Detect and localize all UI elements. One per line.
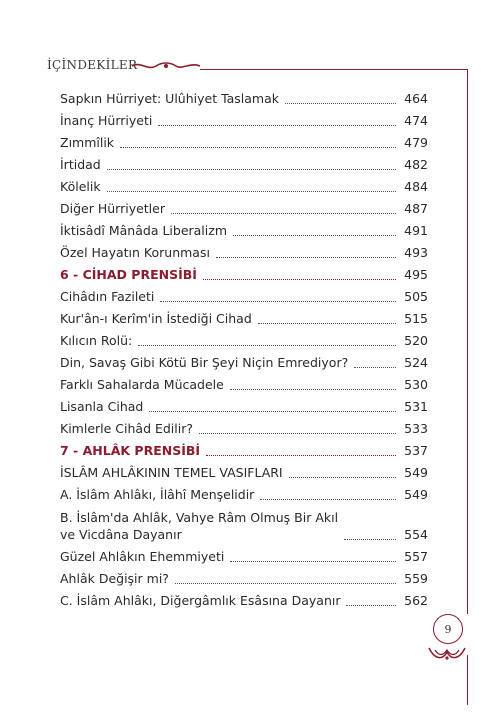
toc-entry[interactable]: Lisanla Cihad 531	[60, 399, 428, 414]
page-number: 9	[433, 614, 463, 644]
running-header: İÇİNDEKİLER	[47, 58, 138, 72]
leader-dots	[158, 125, 396, 126]
toc-entry[interactable]: Kimlerle Cihâd Edilir? 533	[60, 421, 428, 436]
toc-entry[interactable]: Zımmîlik 479	[60, 135, 428, 150]
leader-dots	[260, 499, 396, 500]
toc-entry[interactable]: A. İslâm Ahlâkı, İlâhî Menşelidir 549	[60, 487, 428, 502]
frame-top-border	[200, 69, 468, 70]
toc-entry[interactable]: Kur'ân-ı Kerîm'in İstediği Cihad 515	[60, 311, 428, 326]
leader-dots	[199, 433, 396, 434]
leader-dots	[107, 191, 396, 192]
toc-entry[interactable]: Ahlâk Değişir mi? 559	[60, 571, 428, 586]
toc-entry[interactable]: İnanç Hürriyeti 474	[60, 113, 428, 128]
toc-entry[interactable]: B. İslâm'da Ahlâk, Vahye Râm Olmuş Bir Akıl ve Vicdâna Dayanır 554	[60, 510, 428, 542]
leader-dots	[233, 235, 396, 236]
toc-entry-line: ve Vicdâna Dayanır	[60, 527, 182, 542]
leader-dots	[346, 605, 396, 606]
leader-dots	[230, 561, 396, 562]
leader-dots	[206, 455, 396, 456]
toc-entry[interactable]: Güzel Ahlâkın Ehemmiyeti 557	[60, 549, 428, 564]
leader-dots	[285, 103, 396, 104]
toc-entry-line: B. İslâm'da Ahlâk, Vahye Râm Olmuş Bir Akıl	[60, 510, 339, 525]
frame-right-border	[467, 69, 468, 614]
toc-entry[interactable]: İrtidad 482	[60, 157, 428, 172]
table-of-contents	[60, 88, 428, 612]
leader-dots	[289, 477, 396, 478]
leader-dots	[216, 257, 396, 258]
leader-dots	[160, 301, 396, 302]
leader-dots	[149, 411, 396, 412]
leader-dots	[203, 279, 396, 280]
toc-entry[interactable]: Kölelik 484	[60, 179, 428, 194]
leader-dots	[175, 583, 396, 584]
leader-dots	[258, 323, 396, 324]
ornament-icon	[425, 644, 469, 662]
toc-entry[interactable]: Din, Savaş Gibi Kötü Bir Şeyi Niçin Emrediyor? 524	[60, 355, 428, 370]
toc-entry[interactable]: Diğer Hürriyetler 487	[60, 201, 428, 216]
toc-entry[interactable]: Farklı Sahalarda Mücadele 530	[60, 377, 428, 392]
leader-dots	[171, 213, 396, 214]
leader-dots	[120, 147, 396, 148]
leader-dots	[107, 169, 396, 170]
toc-section-heading[interactable]: 6 - CİHAD PRENSİBİ 495	[60, 267, 428, 282]
toc-entry[interactable]: C. İslâm Ahlâkı, Diğergâmlık Esâsına Dayanır 562	[60, 593, 428, 608]
toc-entry[interactable]: Sapkın Hürriyet: Ulûhiyet Taslamak 464	[60, 91, 428, 106]
toc-entry[interactable]: İSLÂM AHLÂKININ TEMEL VASIFLARI 549	[60, 465, 428, 480]
frame-bottom-border	[467, 655, 468, 705]
leader-dots	[354, 367, 396, 368]
leader-dots	[344, 539, 396, 540]
toc-entry[interactable]: Özel Hayatın Korunması 493	[60, 245, 428, 260]
toc-section-heading[interactable]: 7 - AHLÂK PRENSİBİ 537	[60, 443, 428, 458]
leader-dots	[230, 389, 396, 390]
leader-dots	[138, 345, 396, 346]
toc-entry[interactable]: Cihâdın Fazileti 505	[60, 289, 428, 304]
toc-entry[interactable]: Kılıcın Rolü: 520	[60, 333, 428, 348]
header-ornament	[130, 60, 202, 72]
toc-entry[interactable]: İktisâdî Mânâda Liberalizm 491	[60, 223, 428, 238]
